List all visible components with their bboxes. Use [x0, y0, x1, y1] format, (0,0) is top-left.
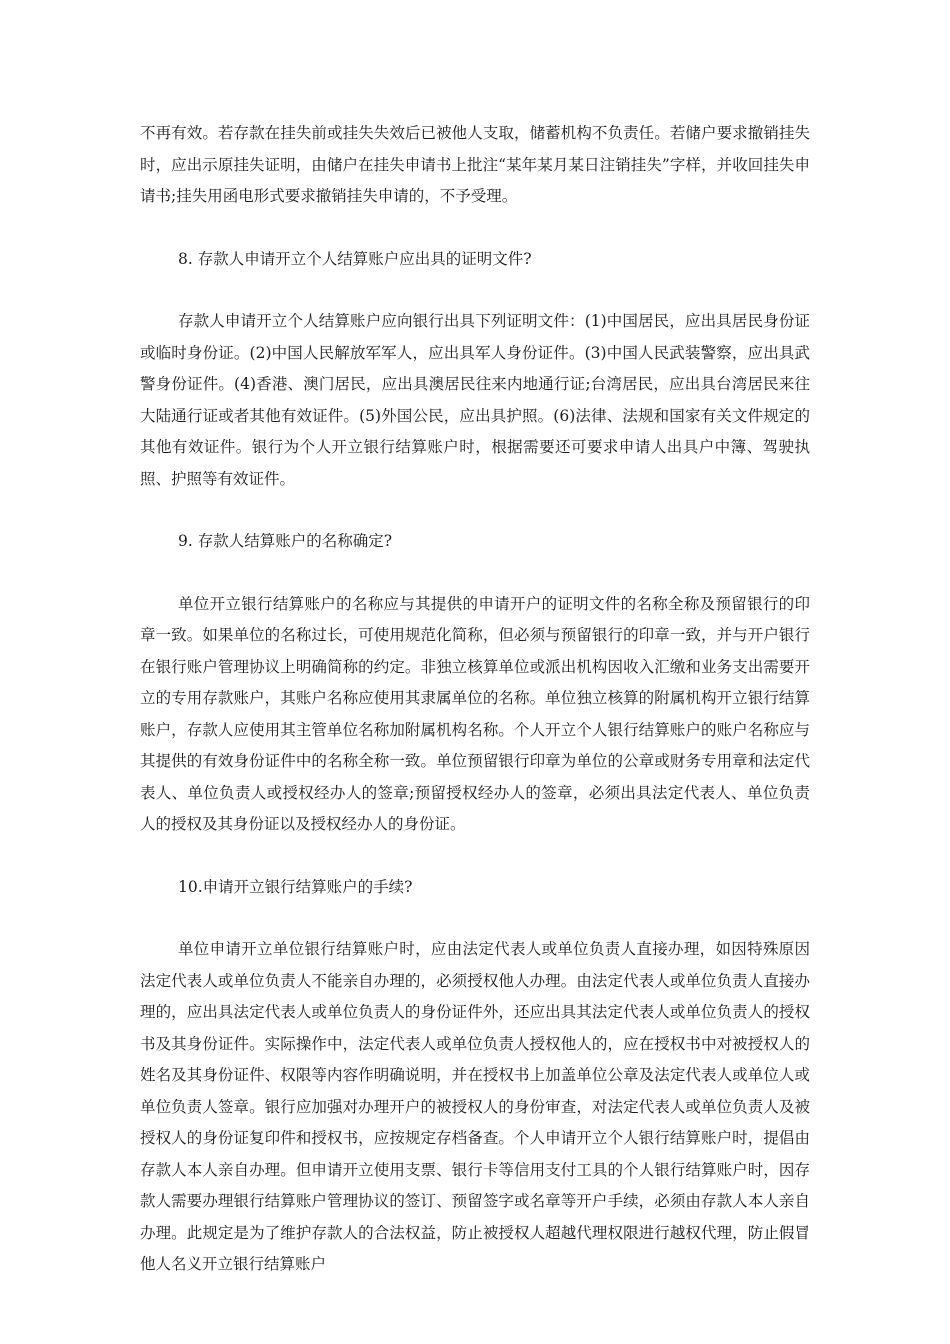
paragraph-question-10: 单位申请开立单位银行结算账户时，应由法定代表人或单位负责人直接办理，如因特殊原因法定代表人或单位负责人不能亲自办理的，必须授权他人办理。由法定代表人或单位负责人直接办理的，应出具法定代表人或单位负责人的身份证件外，还应出具其法定代表人或单位负责人的授权书及其身份证件。实际操作中，法定代表人或单位负责人授权他人的，应在授权书中对被授权人的姓名及其身份证件、权限等内容作明确说明，并在授权书上加盖单位公章及法定代表人或单位人或单位负责人签章。银行应加强对办理开户的被授权人的身份审查，对法定代表人或单位负责人及被授权人的身份证复印件和授权书，应按规定存档备查。个人申请开立个人银行结算账户时，提倡由存款人本人亲自办理。但申请开立使用支票、银行卡等信用支付工具的个人银行结算账户时，因存款人需要办理银行结算账户管理协议的签订、预留签字或名章等开户手续，必须由存款人本人亲自办理。此规定是为了维护存款人的合法权益，防止被授权人超越代理权限进行越权代理，防止假冒他人名义开立银行结算账户	[140, 940, 810, 1273]
heading-question-8: 8. 存款人申请开立个人结算账户应出具的证明文件?	[178, 249, 532, 268]
paragraph-question-9: 单位开立银行结算账户的名称应与其提供的申请开户的证明文件的名称全称及预留银行的印章一致。如果单位的名称过长，可使用规范化简称，但必须与预留银行的印章一致，并与开户银行在银行账户管理协议上明确简称的约定。非独立核算单位或派出机构因收入汇缴和业务支出需要开立的专用存款账户，其账户名称应使用其隶属单位的名称。单位独立核算的附属机构开立银行结算账户，存款人应使用其主管单位名称加附属机构名称。个人开立个人银行结算账户的账户名称应与其提供的有效身份证件中的名称全称一致。单位预留银行印章为单位的公章或财务专用章和法定代表人、单位负责人或授权经办人的签章;预留授权经办人的签章，必须出具法定代表人、单位负责人的授权及其身份证以及授权经办人的身份证。	[140, 594, 810, 833]
heading-question-9: 9. 存款人结算账户的名称确定?	[178, 532, 393, 550]
heading-question-10: 10.申请开立银行结算账户的手续?	[178, 877, 413, 896]
document-page	[140, 118, 810, 1281]
paragraph-intro: 不再有效。若存款在挂失前或挂失失效后已被他人支取，储蓄机构不负责任。若储户要求撤销挂失时，应出示原挂失证明，由储户在挂失申请书上批注“某年某月某日注销挂失”字样，并收回挂失申请书;挂失用函电形式要求撤销挂失申请的，不予受理。	[140, 124, 810, 205]
paragraph-question-8: 存款人申请开立个人结算账户应向银行出具下列证明文件：(1)中国居民，应出具居民身份证或临时身份证。(2)中国人民解放军军人，应出具军人身份证件。(3)中国人民武装警察，应出具武警身份证件。(4)香港、澳门居民，应出具澳居民往来内地通行证;台湾居民，应出具台湾居民来往大陆通行证或者其他有效证件。(5)外国公民，应出具护照。(6)法律、法规和国家有关文件规定的其他有效证件。银行为个人开立银行结算账户时，根据需要还可要求申请人出具户中簿、驾驶执照、护照等有效证件。	[140, 312, 810, 488]
